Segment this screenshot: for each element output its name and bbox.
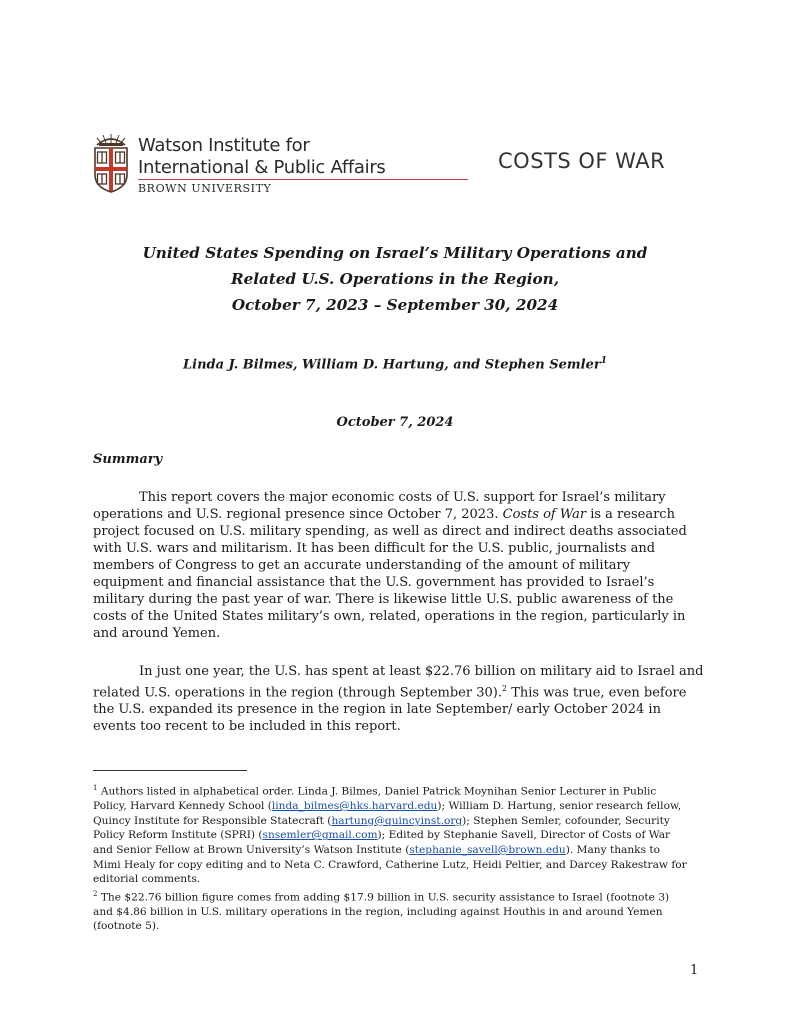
authors-line xyxy=(100,356,690,372)
summary-heading: Summary xyxy=(93,452,163,467)
brown-university-shield-icon xyxy=(93,131,129,193)
report-title xyxy=(100,240,690,318)
text-span: This was true, even before xyxy=(507,685,687,701)
text-line: and around Yemen. xyxy=(93,626,221,641)
footnote-1-line xyxy=(93,843,698,858)
authors-text: Linda J. Bilmes, William D. Hartung, and Stephen Semler xyxy=(182,357,601,373)
footnote-2-line: and $4.86 billion in U.S. military operations in the region, including against Houthis in and around Yemen xyxy=(93,905,663,918)
footnote-2-line: (footnote 5). xyxy=(93,920,160,933)
university-name: BROWN UNIVERSITY xyxy=(138,182,272,195)
text-line: events too recent to be included in this report. xyxy=(93,719,401,735)
report-date: October 7, 2024 xyxy=(336,415,454,430)
title-line2: Related U.S. Operations in the Region, xyxy=(230,270,559,288)
text-line: with U.S. wars and militarism. It has been difficult for the U.S. public, journalists and xyxy=(93,541,656,556)
email-link-savell[interactable]: stephanie_savell@brown.edu xyxy=(409,843,566,856)
text-span: Authors listed in alphabetical order. Linda J. Bilmes, Daniel Patrick Moynihan Senior Lecturer in Public xyxy=(97,785,657,798)
text-span: operations and U.S. regional presence since October 7, 2023. xyxy=(93,507,503,522)
footnote-1-line xyxy=(93,799,698,814)
institute-name-line1: Watson Institute for xyxy=(138,135,310,156)
text-line xyxy=(93,680,695,701)
title-line1: United States Spending on Israel’s Military Operations and xyxy=(142,244,648,262)
footnote-1-line: Mimi Healy for copy editing and to Neta C. Crawford, Catherine Lutz, Heidi Peltier, and Darcey Rakestraw for xyxy=(93,858,687,871)
text-line: members of Congress to get an accurate understanding of the amount of military xyxy=(93,558,631,573)
summary-paragraph-1 xyxy=(93,489,695,642)
text-span: and Senior Fellow at Brown University’s Watson Institute ( xyxy=(93,843,410,856)
text-line: project focused on U.S. military spending, as well as direct and indirect deaths associated xyxy=(93,524,687,539)
footnotes xyxy=(93,781,698,934)
email-link-hartung[interactable]: hartung@quincyinst.org xyxy=(331,814,463,827)
institute-name xyxy=(138,135,386,179)
footnote-1-line xyxy=(93,781,698,799)
email-link-bilmes[interactable]: linda_bilmes@hks.harvard.edu xyxy=(271,800,438,813)
institute-name-line2: International & Public Affairs xyxy=(138,157,386,178)
footnote-1-line xyxy=(93,828,698,843)
footnote-2-mark: 2 xyxy=(93,889,98,898)
text-span: Policy, Harvard Kennedy School ( xyxy=(93,800,272,813)
institute-divider xyxy=(138,179,468,180)
text-line: In just one year, the U.S. has spent at least $22.76 billion on military aid to Israel and xyxy=(139,664,704,679)
footnote-1-mark: 1 xyxy=(93,784,98,792)
title-line3: October 7, 2023 – September 30, 2024 xyxy=(231,296,559,314)
authors-footnote-mark[interactable]: 1 xyxy=(600,356,607,366)
text-line: This report covers the major economic costs of U.S. support for Israel’s military xyxy=(139,490,666,505)
footnote-separator xyxy=(93,770,247,771)
report-header xyxy=(93,128,693,198)
text-line: military during the past year of war. There is likewise little U.S. public awareness of the xyxy=(93,592,674,607)
text-span: ); Stephen Semler, cofounder, Security xyxy=(462,814,670,827)
text-span: ); William D. Hartung, senior research fellow, xyxy=(437,800,682,813)
email-link-semler[interactable]: snsemler@gmail.com xyxy=(262,829,378,842)
text-line: the U.S. expanded its presence in the region in late September/ early October 2024 in xyxy=(93,702,661,718)
text-span: is a research xyxy=(586,507,675,522)
text-span: Quincy Institute for Responsible Statecraft ( xyxy=(93,814,332,827)
page-number: 1 xyxy=(690,963,699,978)
text-line: costs of the United States military’s own, related, operations in the region, particularly in xyxy=(93,609,686,624)
text-line xyxy=(93,506,695,523)
text-span: related U.S. operations in the region (through September 30). xyxy=(93,685,502,701)
project-name-italic: Costs of War xyxy=(502,507,587,522)
text-span: The $22.76 billion figure comes from adding $17.9 billion in U.S. security assistance to Israel (footnote 3) xyxy=(97,891,670,904)
footnote-1-line: editorial comments. xyxy=(93,873,201,886)
text-span: Policy Reform Institute (SPRI) ( xyxy=(93,829,263,842)
text-line: equipment and financial assistance that the U.S. government has provided to Israel’s xyxy=(93,575,655,590)
footnote-2-line xyxy=(93,887,698,905)
footnote-1-line xyxy=(93,814,698,829)
text-span: ); Edited by Stephanie Savell, Director of Costs of War xyxy=(377,829,671,842)
text-span: ). Many thanks to xyxy=(565,843,661,856)
summary-paragraph-2 xyxy=(93,663,704,735)
project-brand: COSTS OF WAR xyxy=(498,149,666,173)
footnote-mark-2[interactable]: 2 xyxy=(501,684,508,693)
